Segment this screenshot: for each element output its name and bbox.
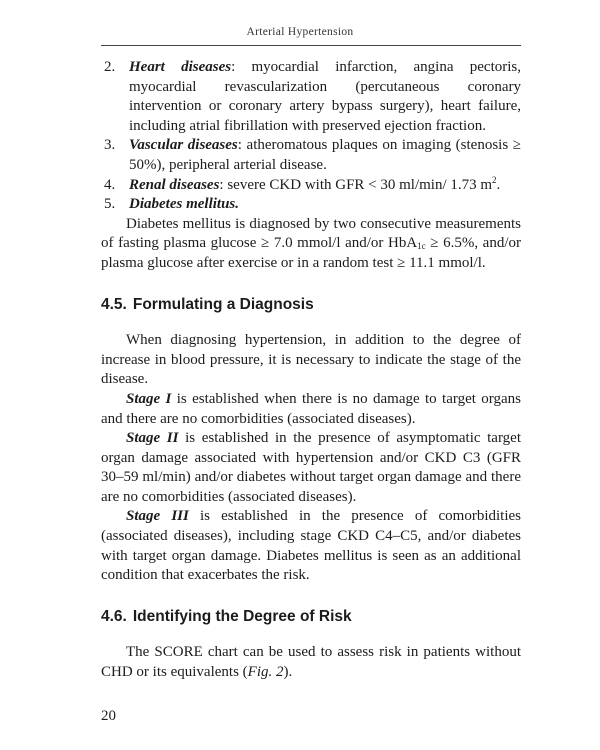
diabetes-paragraph (101, 215, 521, 274)
section-title: Identifying the Degree of Risk (132, 607, 352, 625)
stage-label: Stage III (126, 508, 189, 525)
list-text: : myocardial infarction, angina pectoris, myocardial revascularization (percutaneous coronary intervention or coronary artery bypass surgery), heart failure, including atrial fibrillation with preserved ejection fraction. (129, 59, 521, 134)
list-number: 3. (104, 137, 116, 154)
stage-text: is established in the presence of asymptomatic target organ damage associated with hypertension and/or CKD C3 (GFR 30–59 ml/min) and/or diabetes without target organ damage and there are no comorbidities (associated diseases). (101, 430, 522, 505)
list-number: 4. (104, 176, 116, 193)
paragraph-text: Diabetes mellitus is diagnosed by two consecutive measurements of fasting plasma glucose ≥ 7.0 mmol/l and/or HbA (101, 215, 521, 252)
page-number: 20 (101, 708, 116, 724)
list-text-end: . (496, 176, 501, 193)
stage-text: is established in the presence of comorbidities (associated diseases), including stage CKD C4–C5, and/or diabetes with target organ damage. Diabetes mellitus is seen as an additional condition that exacerbates the risk. (101, 508, 522, 584)
list-term: Diabetes mellitus. (129, 196, 239, 213)
section-heading-4-6 (101, 607, 521, 627)
list-term: Renal diseases (129, 176, 220, 193)
list-item-renal-diseases (104, 176, 521, 196)
list-item-heart-diseases (104, 58, 521, 136)
paragraph-text-end: ). (283, 664, 293, 681)
stage-label: Stage I (126, 390, 172, 407)
diagnosis-intro: When diagnosing hypertension, in addition to the degree of increase in blood pressure, it is necessary to indicate the stage of the disease. (101, 332, 521, 388)
list-item-vascular-diseases (104, 136, 521, 175)
section-number: 4.6. (101, 607, 127, 625)
risk-paragraph (101, 643, 521, 682)
list-number: 5. (104, 196, 116, 213)
page-body (101, 58, 521, 683)
list-term: Vascular diseases (129, 137, 238, 154)
stage-2-paragraph (101, 429, 521, 507)
stage-3-paragraph (101, 507, 521, 585)
list-term: Heart diseases (129, 59, 232, 75)
section-heading-4-5 (101, 295, 521, 315)
subscript: 1c (417, 241, 426, 252)
list-item-diabetes-mellitus (104, 195, 521, 215)
paragraph-text-end: ≥ 6.5%, and/or plasma glucose after exercise or in a random test ≥ 11.1 mmol/l. (101, 235, 521, 271)
stage-label: Stage II (126, 430, 179, 447)
superscript: 2 (492, 174, 497, 185)
section-number: 4.5. (101, 295, 127, 313)
stage-1-paragraph (101, 390, 521, 429)
list-number: 2. (104, 59, 116, 75)
paragraph-text: The SCORE chart can be used to assess risk in patients without CHD or its equivalents ( (101, 644, 521, 681)
header-rule (101, 45, 521, 46)
section-title: Formulating a Diagnosis (132, 295, 314, 313)
figure-reference[interactable]: Fig. 2 (247, 664, 284, 681)
running-header: Arterial Hypertension (246, 26, 354, 38)
stage-text: is established when there is no damage to target organs and there are no comorbidities (associated diseases). (101, 390, 521, 427)
list-text: : severe CKD with GFR < 30 ml/min/ 1.73 m (219, 176, 493, 193)
list-text: : atheromatous plaques on imaging (stenosis ≥ 50%), peripheral arterial disease. (129, 137, 521, 173)
